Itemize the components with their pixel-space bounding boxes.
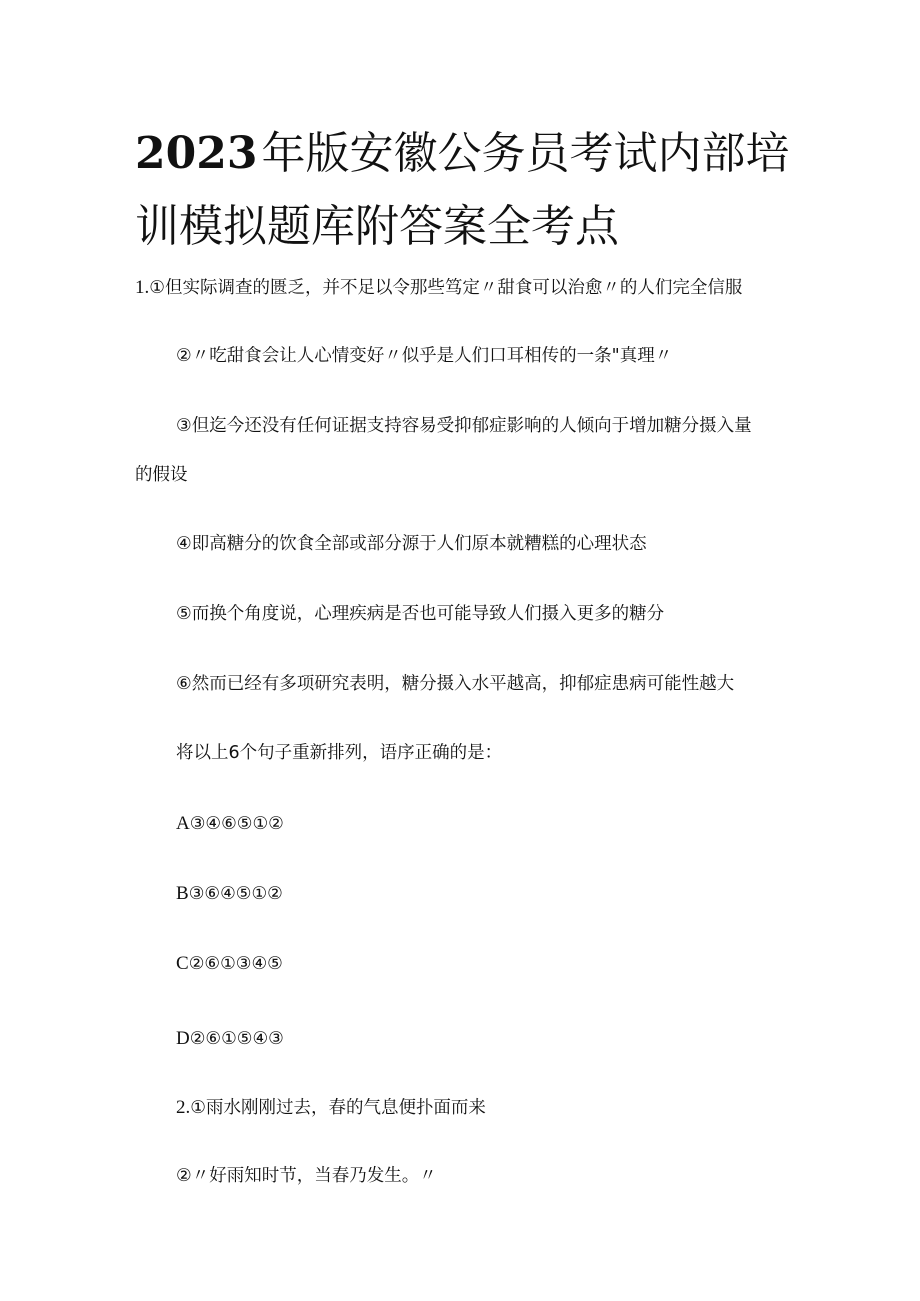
question-sentence: ⑥然而已经有多项研究表明，糖分摄入水平越高，抑郁症患病可能性越大 xyxy=(176,674,735,694)
answer-option-a xyxy=(176,814,284,834)
question-sentence: ②〃好雨知时节，当春乃发生。〃 xyxy=(176,1166,437,1186)
option-letter: A xyxy=(176,813,190,834)
title-year: 2023 xyxy=(135,128,258,179)
question-sentence: ①雨水刚刚过去，春的气息便扑面而来 xyxy=(190,1098,486,1118)
question-sentence: ⑤而换个角度说，心理疾病是否也可能导致人们摄入更多的糖分 xyxy=(176,604,665,624)
question-sentence: ④即高糖分的饮食全部或部分源于人们原本就糟糕的心理状态 xyxy=(176,534,647,554)
option-text: ③④⑥⑤①② xyxy=(189,814,284,834)
question-1-first-line xyxy=(135,278,742,298)
question-sentence: ①但实际调查的匮乏，并不足以令那些笃定〃甜食可以治愈〃的人们完全信服 xyxy=(149,278,743,298)
answer-option-b xyxy=(176,884,283,904)
option-letter: D xyxy=(176,1028,190,1049)
option-letter: B xyxy=(176,883,189,904)
question-2-first-line xyxy=(176,1098,486,1118)
option-text: ②⑥①⑤④③ xyxy=(189,1029,284,1049)
answer-option-c xyxy=(176,954,283,974)
option-text: ②⑥①③④⑤ xyxy=(188,954,283,974)
question-prompt: 将以上6个句子重新排列，语序正确的是： xyxy=(176,743,503,763)
question-number: 1. xyxy=(135,277,150,298)
title-line-1-text: 年版安徽公务员考试内部培 xyxy=(261,128,790,179)
option-text: ③⑥④⑤①② xyxy=(188,884,283,904)
answer-option-d xyxy=(176,1029,284,1049)
question-sentence-continuation: 的假设 xyxy=(135,465,188,485)
document-title-line-2: 训模拟题库附答案全考点 xyxy=(135,201,619,252)
option-letter: C xyxy=(176,953,189,974)
question-sentence: ②〃吃甜食会让人心情变好〃似乎是人们口耳相传的一条"真理〃 xyxy=(176,346,673,366)
question-number: 2. xyxy=(176,1097,191,1118)
document-title-line-1 xyxy=(135,128,790,179)
question-sentence: ③但迄今还没有任何证据支持容易受抑郁症影响的人倾向于增加糖分摄入量 xyxy=(176,416,752,436)
